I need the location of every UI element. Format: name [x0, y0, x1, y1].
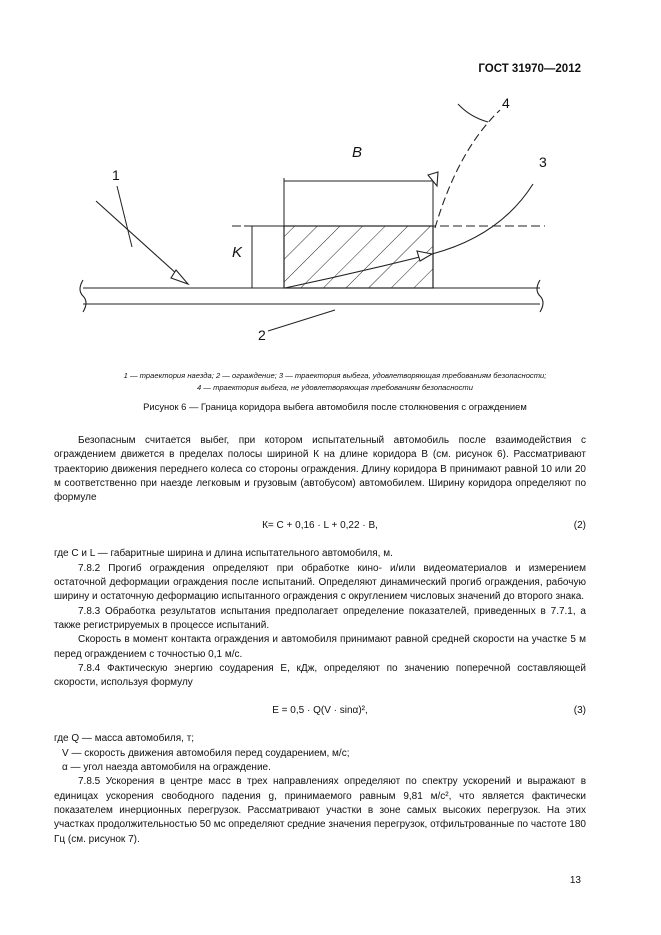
paragraph-corridor: Безопасным считается выбег, при котором испытательный автомобиль после взаимодействия с ограждением движется в пределах полосы шириной К на длине коридора В (см. рисунок 6). Рассматривают траекторию движения переднего колеса со стороны ограждения. Длину коридора В принимают равной 10 или 20 м соответственно при наезде легковым и грузовым (автобусом) автомобилем. Ширину коридора определяют по формуле: [54, 435, 586, 504]
formula-3-expression: E = 0,5 · Q(V · sinα)²,: [272, 705, 368, 717]
standard-number: ГОСТ 31970—2012: [478, 63, 581, 75]
label-b: B: [352, 144, 363, 161]
where-q: где Q — масса автомобиля, т;: [54, 733, 195, 745]
paragraph-7-8-4: 7.8.4 Фактическую энергию соударения Е, кДж, определяют по значению поперечной составляющей скорости, используя формулу: [54, 662, 586, 689]
formula-3-number: (3): [573, 705, 586, 717]
figure-legend-line-1: 1 — траектория наезда; 2 — ограждение; 3 — траектория выбега, удовлетворяющая требованиям безопасности;: [123, 371, 547, 380]
formula-3: [54, 690, 586, 732]
where-v: V — скорость движения автомобиля перед соударением, м/с;: [62, 747, 350, 759]
formula-2-number: (2): [573, 520, 586, 532]
body-text: [54, 434, 586, 847]
figure-legend-line-2: 4 — траектория выбега, не удовлетворяющая требованиям безопасности: [197, 383, 473, 392]
label-4: 4: [502, 95, 510, 111]
leader-2: [268, 310, 335, 331]
label-2: 2: [258, 327, 266, 343]
approach-trajectory: [96, 201, 188, 284]
label-3: 3: [539, 154, 547, 170]
paragraph-7-8-5: 7.8.5 Ускорения в центре масс в трех направлениях определяют по спектру ускорений и выражают в единицах ускорения свободного падения g, принимаемого равным 9,81 м/с², что является фактически показателем инерционных перегрузок. Рассматривают участки в зоне самых высоких перегрузок. На этих участках продолжительностью 50 мс определяют средние значения перегрузок, отфильтрованные по частоте 180 Гц (см. рисунок 7).: [54, 776, 586, 845]
unsafe-exit-trajectory: [428, 110, 500, 228]
formula-2-expression: К= С + 0,16 · L + 0,22 · В,: [262, 520, 378, 532]
paragraph-7-8-3: 7.8.3 Обработка результатов испытания предполагает определение показателей, приведенных в 7.7.1, а также регистрируемых в процессе испытаний.: [54, 605, 586, 631]
figure-6-diagram: [0, 0, 661, 400]
label-k: K: [232, 244, 243, 261]
dimension-b: [284, 178, 433, 226]
formula-2: [54, 505, 586, 547]
page-number: 13: [569, 875, 581, 886]
figure-caption: Рисунок 6 — Граница коридора выбега автомобиля после столкновения с ограждением: [143, 401, 527, 412]
where-c-l: где С и L — габаритные ширина и длина испытательного автомобиля, м.: [54, 548, 393, 560]
corridor-hatched-area: [284, 226, 433, 288]
paragraph-7-8-2: 7.8.2 Прогиб ограждения определяют при обработке кино- и/или видеоматериалов и измерением остаточной деформации ограждения после испытаний. Определяют динамический прогиб ограждения, рабочую ширину и остаточную деформацию испытанного ограждения с округлением числовых значений до второго знака.: [54, 562, 586, 603]
paragraph-speed: Скорость в момент контакта ограждения и автомобиля принимают равной средней скорости на участке 5 м перед ограждением с точностью 0,1 м/с.: [54, 634, 586, 660]
leader-4: [458, 104, 488, 122]
where-alpha: α — угол наезда автомобиля на ограждение.: [62, 762, 271, 774]
where-list: [54, 732, 586, 775]
leader-1: [117, 186, 132, 247]
dimension-k: [244, 226, 284, 288]
label-1: 1: [112, 167, 120, 183]
